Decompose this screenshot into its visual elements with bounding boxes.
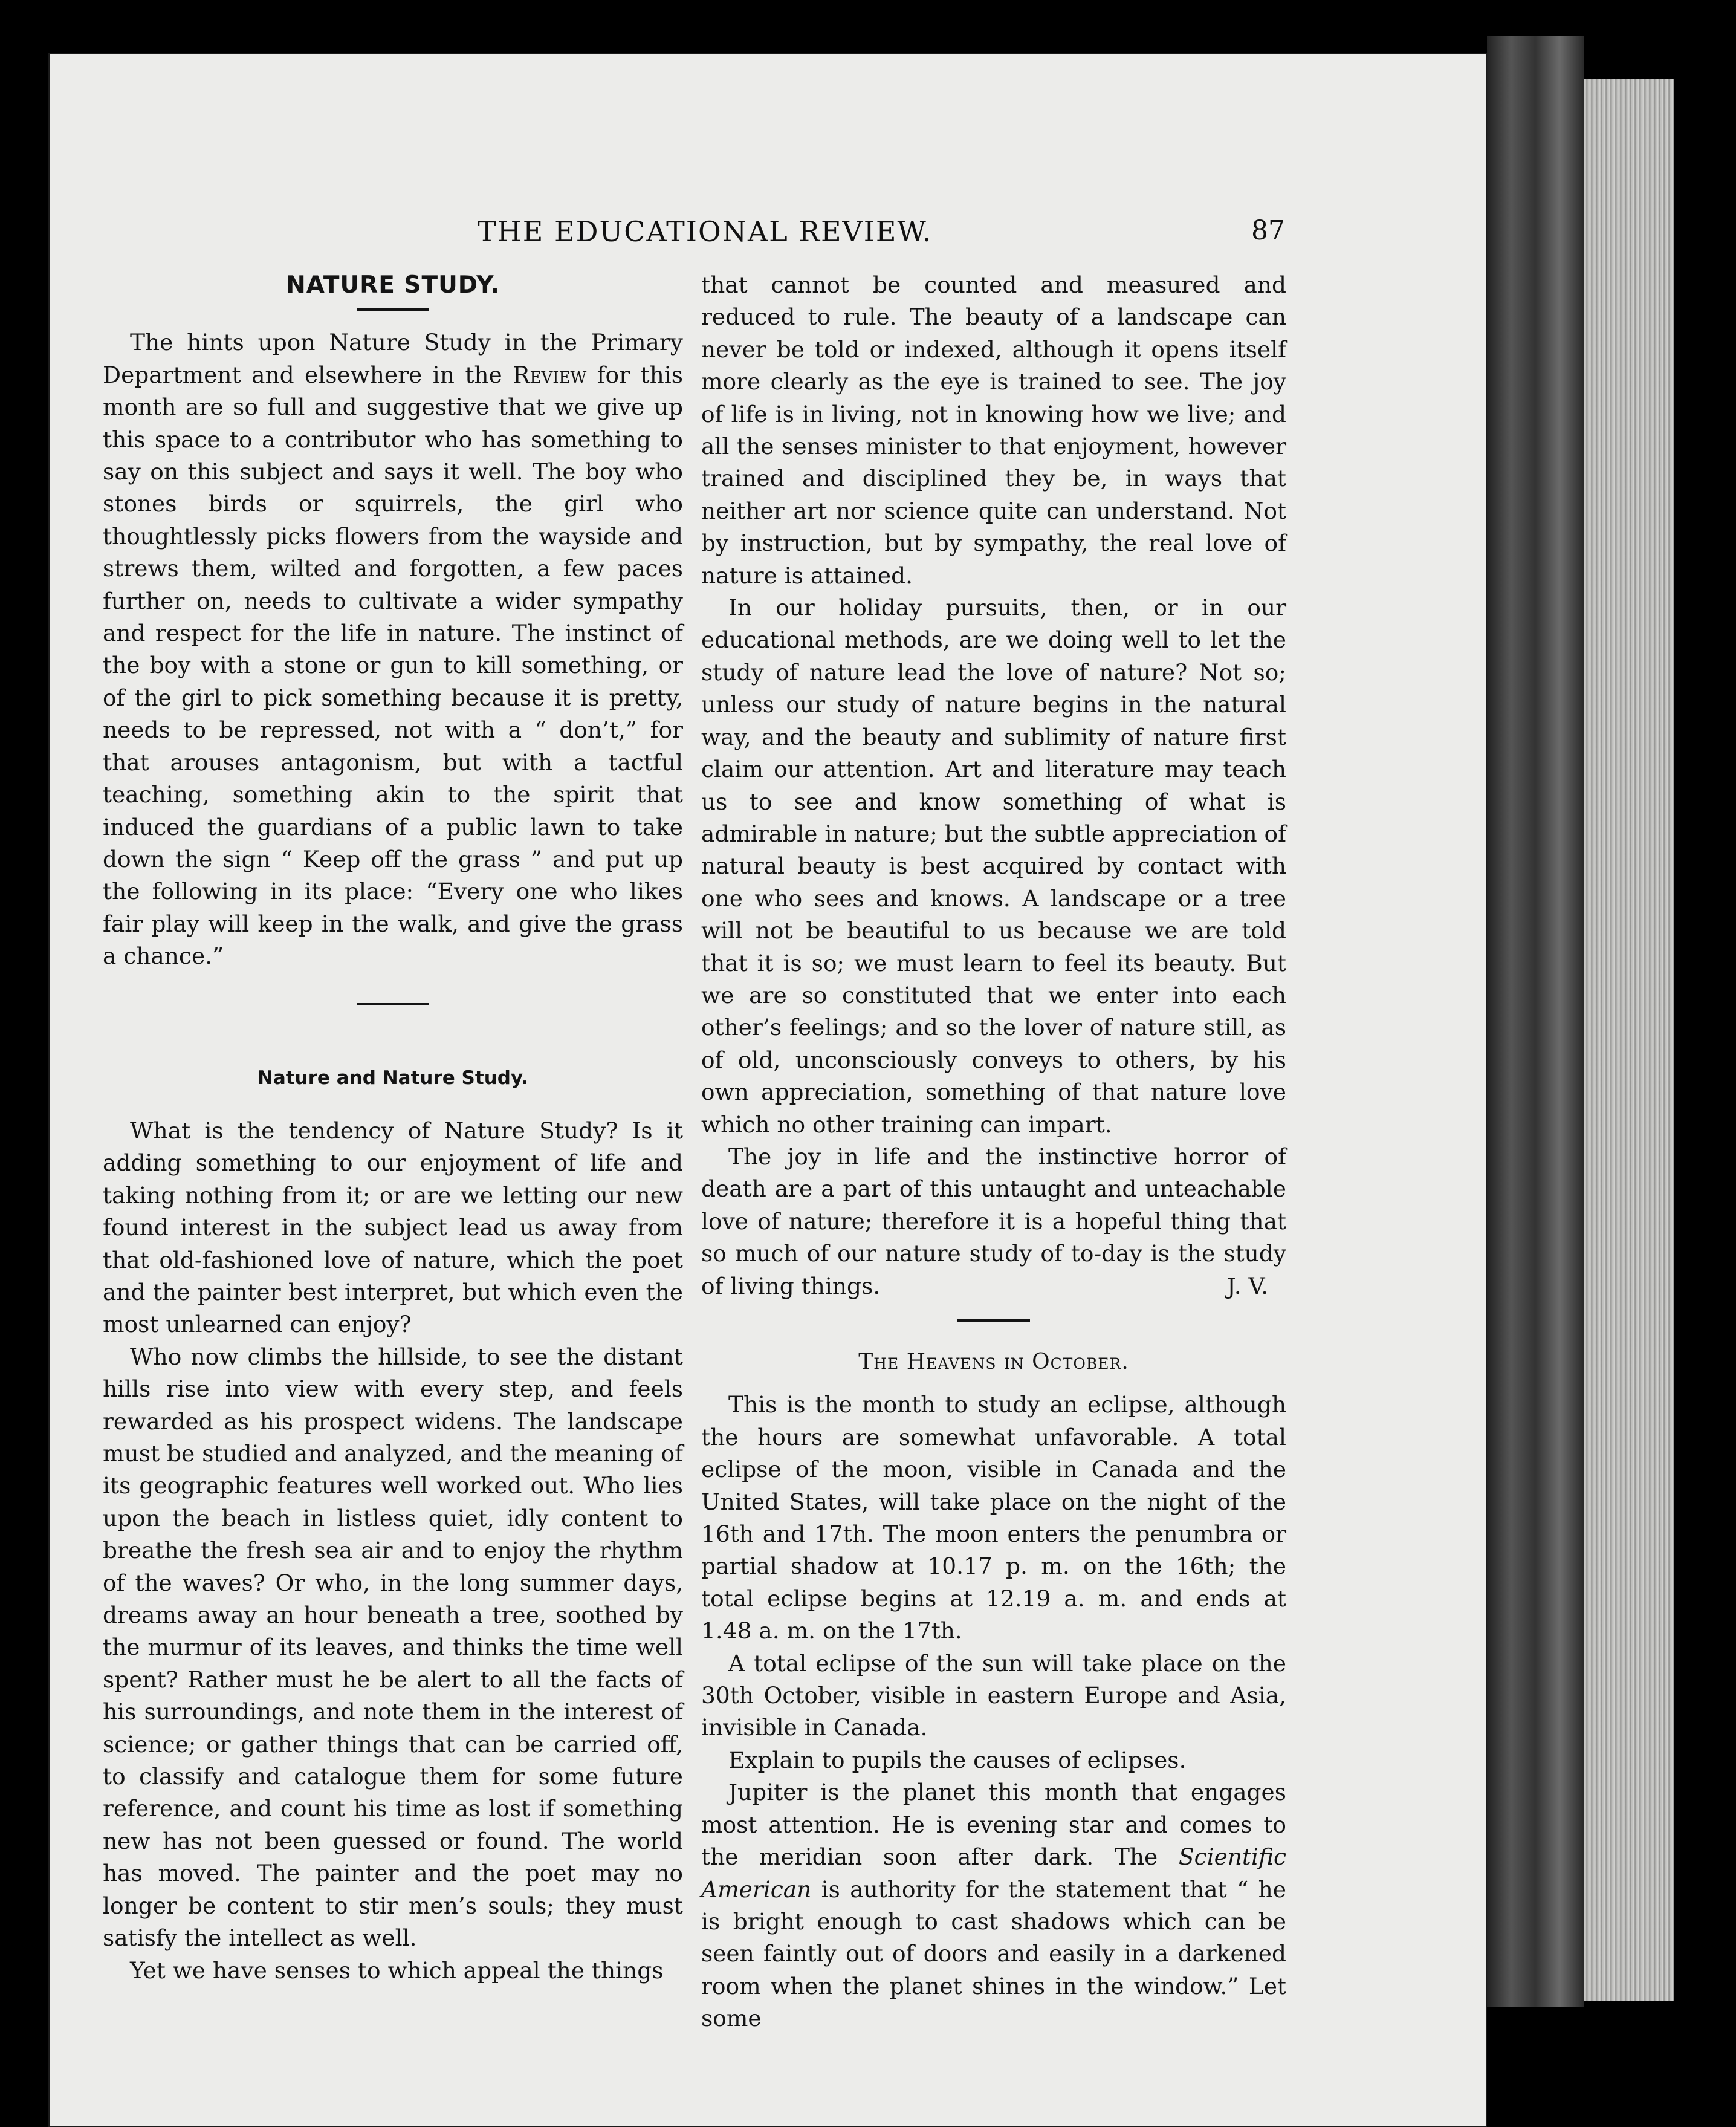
- text-run: for this month are so full and suggestive that we give up this space to a contributor who has something to say on this subject and says it well. The boy who stones birds or squirrels, the girl who thoughtlessly picks flowers from the wayside and strews them, wilted and forgotten, a few paces further on, needs to cultivate a wider sympathy and respect for the life in nature. The instinct of the boy with a stone or gun to kill something, or of the girl to pick something because it is pretty, needs to be repressed, not with a “ don’t,” for that arouses antagonism, but with a tactful teaching, something akin to the spirit that induced the guardians of a public lawn to take down the sign “ Keep off the grass ” and put up the following in its place: “Every one who likes fair play will keep in the walk, and give the grass a chance.”: [103, 361, 683, 970]
- running-header: THE EDUCATIONAL REVIEW.: [478, 215, 933, 248]
- paragraph: Explain to pupils the causes of eclipses.: [728, 1746, 1187, 1773]
- paragraph: [103, 326, 683, 972]
- paragraph: In our holiday pursuits, then, or in our educational methods, are we doing well to let the study of nature lead the love of nature? Not so; unless our study of nature begins in the natural way, and the beauty and sublimity of nature first claim our attention. Art and literature may teach us to see and know something of what is admirable in nature; but the subtle appreciation of natural beauty is best acquired by contact with one who sees and knows. A landscape or a tree will not be beautiful to us because we are told that it is so; we must learn to feel its beauty. But we are so constituted that we enter into each other’s feelings; and so the lover of nature still, as of old, unconsciously conveys to others, by his own appreciation, something of that nature love which no other training can impart.: [701, 594, 1286, 1138]
- paragraph: Who now climbs the hillside, to see the distant hills rise into view with every step, and feels rewarded as his prospect widens. The landscape must be studied and analyzed, and the meaning of its geographic features well worked out. Who lies upon the beach in listless quiet, idly content to breathe the fresh sea air and to enjoy the rhythm of the waves? Or who, in the long summer days, dreams away an hour beneath a tree, soothed by the murmur of its leaves, and thinks the time well spent? Rather must he be alert to all the facts of his surroundings, and note them in the interest of science; or gather things that can be carried off, to classify and catalogue them for some future reference, and count his time as lost if something new has not been guessed or found. The world has moved. The painter and the poet may no longer be content to stir men’s souls; they must satisfy the intellect as well.: [103, 1343, 683, 1952]
- section-rule: [357, 1003, 429, 1005]
- section-rule: [957, 1319, 1030, 1322]
- paragraph: This is the month to study an eclipse, although the hours are somewhat unfavorable. A total eclipse of the moon, visible in Canada and the United States, will take place on the night of the 16th and 17th. The moon enters the penumbra or partial shadow at 10.17 p. m. on the 16th; the total eclipse begins at 12.19 a. m. and ends at 1.48 a. m. on the 17th.: [701, 1391, 1286, 1645]
- paragraph: Yet we have senses to which appeal the things: [130, 1957, 664, 1984]
- paragraph-continued: that cannot be counted and measured and reduced to rule. The beauty of a landscape can never be told or indexed, although it opens itself more clearly as the eye is trained to see. The joy of life is in living, not in knowing how we live; and all the senses minister to that enjoyment, however trained and disciplined they be, in ways that neither art nor science quite can understand. Not by instruction, but by sympathy, the real love of nature is attained.: [701, 271, 1286, 589]
- book-spine: [1487, 36, 1584, 2007]
- italic-title: Scientific American: [701, 1843, 1286, 1903]
- article-heading-nature-study: NATURE STUDY.: [286, 271, 500, 299]
- heading-rule: [357, 308, 429, 311]
- page-number: 87: [1251, 215, 1285, 246]
- text-run: The joy in life and the instinctive horror of death are a part of this untaught and unteachable love of nature; therefore it is a hopeful thing that so much of our nature study of to-day is the study of living things.: [701, 1143, 1286, 1299]
- article-heading-nature-and-nature-study: Nature and Nature Study.: [257, 1067, 529, 1089]
- right-column: [701, 269, 1286, 2035]
- paragraph: What is the tendency of Nature Study? Is it adding something to our enjoyment of life and taking nothing from it; or are we letting our new found interest in the subject lead us away from that old-fashioned love of nature, which the poet and the painter best interpret, but which even the most unlearned can enjoy?: [103, 1117, 683, 1338]
- paragraph: A total eclipse of the sun will take place on the 30th October, visible in eastern Europe and Asia, invisible in Canada.: [701, 1649, 1286, 1741]
- paragraph: [701, 1776, 1286, 2034]
- article-heading-heavens-in-october: The Heavens in October.: [858, 1349, 1129, 1374]
- paragraph: [701, 1141, 1286, 1302]
- author-signature: J. V.: [1226, 1272, 1268, 1299]
- left-column: [103, 269, 683, 1987]
- page-edges: [1584, 79, 1674, 2001]
- text-run: is authority for the statement that “ he is bright enough to cast shadows which can be seen faintly out of doors and easily in a darkened room when the planet shines in the window.” Let some: [701, 1875, 1286, 2032]
- text-run: Jupiter is the planet this month that engages most attention. He is evening star and comes to the meridian soon after dark. The: [701, 1779, 1286, 1871]
- text-run: The hints upon Nature Study in the Primary Department and elsewhere in the: [103, 329, 683, 388]
- review-word: Review: [513, 361, 587, 388]
